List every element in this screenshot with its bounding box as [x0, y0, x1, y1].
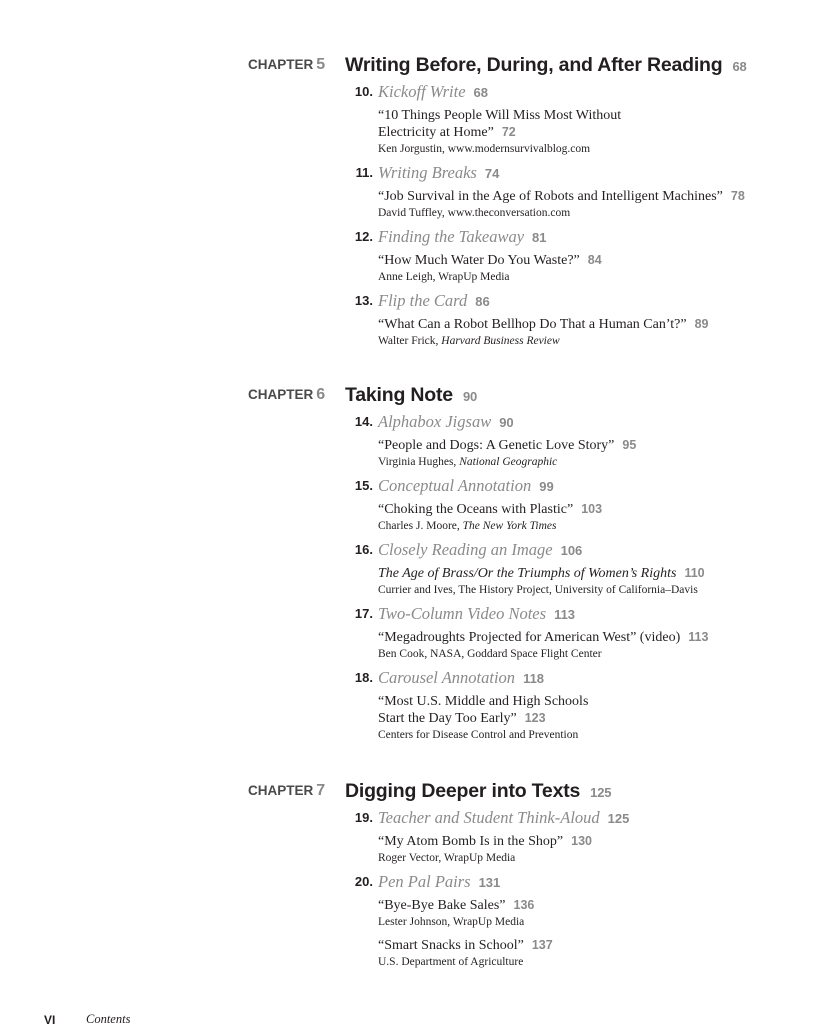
reading-source-publication: National Geographic — [459, 456, 558, 468]
reading-page-number: 72 — [501, 125, 516, 139]
reading-source-publication: Harvard Business Review — [441, 335, 560, 347]
chapter-page-number: 90 — [462, 389, 478, 404]
lesson-title-text: Writing Breaks — [378, 163, 477, 182]
lesson-title — [378, 290, 490, 313]
lesson-heading[interactable] — [345, 162, 815, 184]
reading-title-line: “Job Survival in the Age of Robots and Intelligent Machines” — [378, 189, 723, 204]
lesson-entry — [345, 475, 815, 534]
lesson-title-text: Pen Pal Pairs — [378, 872, 471, 891]
lesson-number: 19. — [354, 810, 373, 825]
reading-source — [378, 269, 815, 285]
reading-source-text: Ben Cook, NASA, Goddard Space Flight Center — [378, 648, 602, 660]
chapter-title: Writing Before, During, and After Reading — [345, 54, 723, 76]
reading-source-text: Lester Johnson, WrapUp Media — [378, 916, 525, 928]
lesson-list — [345, 81, 815, 349]
lesson-page-number: 81 — [532, 230, 547, 245]
chapter-label — [248, 52, 338, 78]
lesson-number: 11. — [355, 165, 373, 180]
chapter-word: CHAPTER — [248, 57, 314, 72]
reading-title-line: Start the Day Too Early” — [378, 711, 517, 726]
reading-entry[interactable] — [378, 693, 815, 743]
lesson-page-number: 86 — [475, 294, 490, 309]
lesson-entry — [345, 290, 815, 349]
lesson-title-text: Conceptual Annotation — [378, 476, 532, 495]
reading-title — [378, 897, 815, 914]
lesson-entry — [345, 871, 815, 970]
chapter-number: 6 — [316, 386, 326, 403]
reading-entry[interactable] — [378, 252, 815, 285]
reading-title-line: “How Much Water Do You Waste?” — [378, 253, 580, 268]
lesson-entry — [345, 807, 815, 866]
lesson-page-number: 68 — [473, 85, 488, 100]
reading-title — [378, 252, 815, 269]
chapter-title-link[interactable] — [345, 382, 477, 410]
reading-title — [378, 501, 815, 518]
lesson-heading[interactable] — [345, 81, 815, 103]
reading-source — [378, 454, 815, 470]
reading-entry[interactable] — [378, 565, 815, 598]
lesson-title — [378, 539, 582, 562]
lesson-entry — [345, 667, 815, 743]
lesson-number: 18. — [354, 670, 373, 685]
reading-title — [378, 107, 815, 124]
reading-title-line: “Most U.S. Middle and High Schools — [378, 694, 589, 709]
chapter-label — [248, 778, 338, 804]
lesson-title-text: Carousel Annotation — [378, 668, 516, 687]
reading-title — [378, 316, 815, 333]
chapter-number: 5 — [316, 56, 326, 73]
lesson-entry — [345, 539, 815, 598]
reading-title-line: “My Atom Bomb Is in the Shop” — [378, 834, 564, 849]
lesson-title — [378, 807, 629, 830]
reading-source-text: Roger Vector, WrapUp Media — [378, 852, 516, 864]
reading-source-text: David Tuffley, www.theconversation.com — [378, 207, 571, 219]
reading-page-number: 136 — [513, 898, 535, 912]
reading-source — [378, 954, 815, 970]
reading-title-line: “Choking the Oceans with Plastic” — [378, 502, 574, 517]
reading-source-text: Anne Leigh, WrapUp Media — [378, 271, 510, 283]
reading-source — [378, 205, 815, 221]
reading-source-text: U.S. Department of Agriculture — [378, 956, 524, 968]
reading-page-number: 89 — [694, 317, 709, 331]
lesson-title — [378, 603, 575, 626]
reading-source-text: Charles J. Moore, — [378, 520, 463, 532]
lesson-title — [378, 226, 547, 249]
reading-title — [378, 124, 815, 141]
lesson-heading[interactable] — [345, 539, 815, 561]
lesson-title — [378, 411, 514, 434]
reading-entry[interactable] — [378, 833, 815, 866]
reading-source-text: Ken Jorgustin, www.modernsurvivalblog.com — [378, 143, 591, 155]
reading-title-line: “Smart Snacks in School” — [378, 938, 524, 953]
lesson-number: 13. — [354, 293, 373, 308]
reading-title — [378, 693, 815, 710]
reading-title — [378, 437, 815, 454]
reading-source — [378, 914, 815, 930]
reading-entry[interactable] — [378, 437, 815, 470]
reading-title — [378, 188, 815, 205]
lesson-title-text: Teacher and Student Think-Aloud — [378, 808, 600, 827]
lesson-page-number: 113 — [554, 607, 576, 622]
reading-page-number: 95 — [622, 438, 637, 452]
chapter-word: CHAPTER — [248, 783, 314, 798]
lesson-title — [378, 871, 500, 894]
lesson-entry — [345, 226, 815, 285]
reading-title — [378, 710, 815, 727]
reading-title-line: “Bye-Bye Bake Sales” — [378, 898, 506, 913]
lesson-title-text: Finding the Takeaway — [378, 227, 525, 246]
reading-source — [378, 646, 815, 662]
lesson-number: 14. — [354, 414, 373, 429]
reading-source — [378, 141, 815, 157]
reading-title-line: Electricity at Home” — [378, 125, 494, 140]
chapter-page-number: 68 — [732, 59, 747, 74]
chapter-label — [248, 382, 338, 408]
lesson-number: 15. — [354, 478, 373, 493]
reading-source — [378, 518, 815, 534]
lesson-page-number: 74 — [484, 166, 500, 181]
reading-source-text: Centers for Disease Control and Prevention — [378, 729, 579, 741]
reading-source-text: Virginia Hughes, — [378, 456, 460, 468]
reading-title-line: “Megadroughts Projected for American West” (video) — [378, 630, 681, 645]
chapter-title: Digging Deeper into Texts — [345, 780, 581, 802]
lesson-page-number: 125 — [607, 811, 630, 826]
reading-title — [378, 937, 815, 954]
reading-page-number: 78 — [730, 189, 745, 203]
chapter-title-link[interactable] — [345, 52, 747, 80]
reading-source — [378, 333, 815, 349]
lesson-title-text: Closely Reading an Image — [378, 540, 553, 559]
reading-entry[interactable] — [378, 107, 815, 157]
lesson-heading[interactable] — [345, 667, 815, 689]
reading-page-number: 123 — [524, 711, 546, 725]
lesson-page-number: 106 — [560, 543, 583, 558]
lesson-number: 12. — [354, 229, 373, 244]
reading-page-number: 110 — [684, 566, 705, 580]
reading-source — [378, 727, 815, 743]
reading-title — [378, 565, 815, 582]
reading-entry[interactable] — [378, 897, 815, 930]
lesson-title-text: Flip the Card — [378, 291, 468, 310]
lesson-heading[interactable] — [345, 603, 815, 625]
reading-title-line: “People and Dogs: A Genetic Love Story” — [378, 438, 615, 453]
chapter-title: Taking Note — [345, 384, 453, 406]
chapter-word: CHAPTER — [248, 387, 314, 402]
lesson-title-text: Alphabox Jigsaw — [378, 412, 492, 431]
reading-entry[interactable] — [378, 501, 815, 534]
reading-page-number: 130 — [571, 834, 592, 848]
lesson-heading[interactable] — [345, 411, 815, 433]
lesson-number: 10. — [354, 84, 373, 99]
reading-source-text: Walter Frick, — [378, 335, 442, 347]
reading-source-text: Currier and Ives, The History Project, University of California–Davis — [378, 584, 698, 596]
lesson-heading[interactable] — [345, 290, 815, 312]
lesson-entry — [345, 162, 815, 221]
lesson-page-number: 90 — [499, 415, 514, 430]
reading-title — [378, 833, 815, 850]
lesson-heading[interactable] — [345, 871, 815, 893]
lesson-heading[interactable] — [345, 226, 815, 248]
footer-page-number: VI — [44, 1013, 56, 1027]
lesson-page-number: 131 — [478, 875, 501, 890]
reading-entry[interactable] — [378, 937, 815, 970]
reading-source — [378, 850, 815, 866]
lesson-page-number: 99 — [539, 479, 554, 494]
reading-title-line: The Age of Brass/Or the Triumphs of Women’s Rights — [378, 566, 677, 581]
chapter-title-link[interactable] — [345, 778, 611, 806]
lesson-entry — [345, 411, 815, 470]
chapter-number: 7 — [316, 782, 326, 799]
reading-page-number: 84 — [587, 253, 602, 267]
lesson-title-text: Two-Column Video Notes — [378, 604, 547, 623]
chapter-page-number: 125 — [590, 785, 612, 800]
reading-page-number: 137 — [531, 938, 553, 952]
lesson-list — [345, 411, 815, 743]
lesson-entry — [345, 603, 815, 662]
reading-title-line: “10 Things People Will Miss Most Without — [378, 108, 622, 123]
reading-source-publication: The New York Times — [462, 520, 557, 532]
lesson-title — [378, 667, 544, 690]
reading-page-number: 113 — [688, 630, 709, 644]
footer-section-label: Contents — [86, 1012, 131, 1026]
lesson-number: 20. — [354, 874, 373, 889]
lesson-number: 16. — [354, 542, 373, 557]
lesson-title-text: Kickoff Write — [378, 82, 466, 101]
lesson-title — [378, 475, 554, 498]
lesson-title — [378, 81, 488, 104]
lesson-page-number: 118 — [523, 671, 545, 686]
lesson-heading[interactable] — [345, 475, 815, 497]
lesson-title — [378, 162, 499, 185]
reading-page-number: 103 — [581, 502, 603, 516]
reading-title-line: “What Can a Robot Bellhop Do That a Human Can’t?” — [378, 317, 687, 332]
lesson-entry — [345, 81, 815, 157]
reading-source — [378, 582, 815, 598]
reading-entry[interactable] — [378, 188, 815, 221]
lesson-list — [345, 807, 815, 970]
lesson-number: 17. — [354, 606, 373, 621]
reading-entry[interactable] — [378, 629, 815, 662]
lesson-heading[interactable] — [345, 807, 815, 829]
reading-title — [378, 629, 815, 646]
reading-entry[interactable] — [378, 316, 815, 349]
